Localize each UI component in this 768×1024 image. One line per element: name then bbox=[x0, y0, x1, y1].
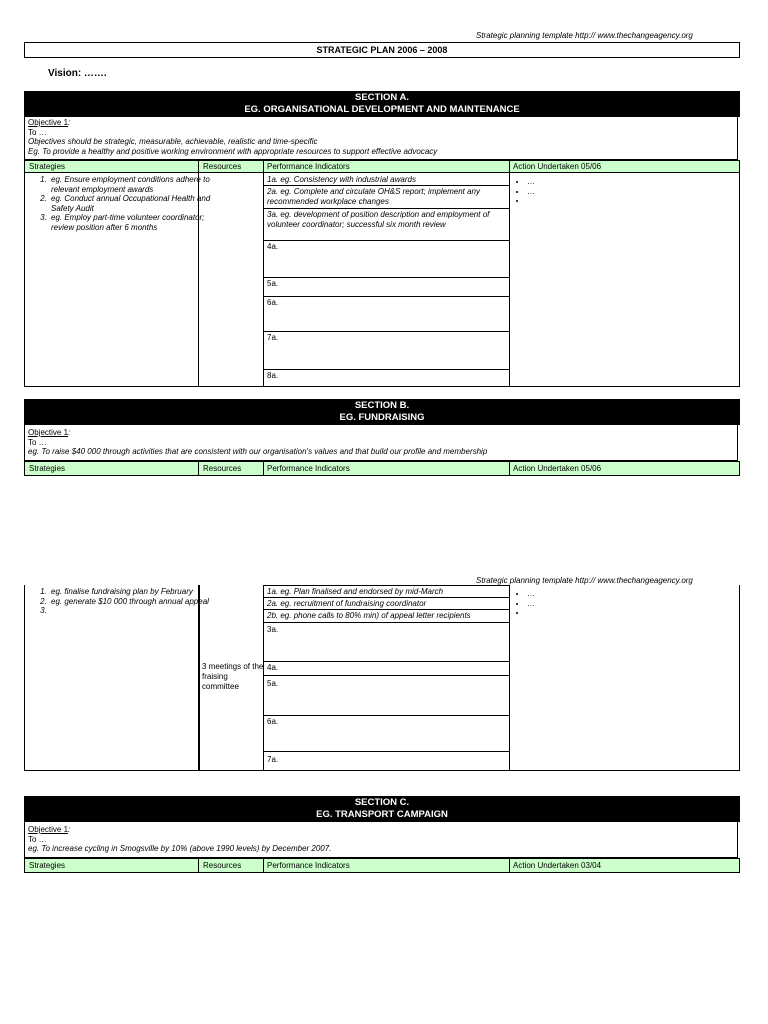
col-performance: Performance Indicators bbox=[267, 464, 350, 473]
section-c-objective: Objective 1: To … eg. To increase cycling in Smogsville by 10% (above 1990 levels) by December 2007. bbox=[24, 822, 738, 858]
objective-label: Objective 1 bbox=[28, 428, 69, 437]
template-source-note: Strategic planning template http:// www.thechangeagency.org bbox=[476, 31, 693, 40]
strategy-item bbox=[49, 606, 217, 616]
action-item: • … bbox=[527, 599, 535, 609]
action-item bbox=[527, 196, 535, 206]
col-resources: Resources bbox=[203, 464, 242, 473]
col-resources: Resources bbox=[203, 162, 242, 171]
objective-line: To … bbox=[28, 127, 47, 137]
indicator-5a: 5a. bbox=[267, 279, 279, 288]
section-a-label: SECTION A. bbox=[354, 92, 409, 103]
section-b-column-headers bbox=[24, 461, 740, 476]
strategy-item: 3. eg. Employ part-time volunteer coordinator; review position after 6 months bbox=[49, 213, 217, 232]
section-a-title: EG. ORGANISATIONAL DEVELOPMENT AND MAINTENANCE bbox=[244, 104, 520, 115]
objective-line: eg. To raise $40 000 through activities that are consistent with our organisation's values and that build our profile and membership bbox=[28, 447, 488, 457]
section-b-strategies bbox=[27, 587, 217, 616]
col-action: Action Undertaken 03/04 bbox=[513, 861, 602, 870]
col-performance: Performance Indicators bbox=[267, 162, 350, 171]
indicator-3a: 3a. eg. development of position description and employment of volunteer coordinator; successful six month review bbox=[267, 210, 490, 229]
strategy-item: 1. eg. Ensure employment conditions adhere to relevant employment awards bbox=[49, 175, 217, 194]
indicator-6a: 6a. bbox=[267, 298, 279, 307]
section-a-strategies bbox=[27, 175, 217, 232]
indicator-4a: 4a. bbox=[267, 242, 279, 251]
section-b-objective: Objective 1: To … eg. To raise $40 000 through activities that are consistent with our organisation's values and that build our profile and membership bbox=[24, 425, 738, 461]
strategy-item: 2. eg. Conduct annual Occupational Health and Safety Audit bbox=[49, 194, 217, 213]
indicator-8a: 8a. bbox=[267, 371, 279, 380]
section-b-header bbox=[24, 399, 740, 425]
col-action: Action Undertaken 05/06 bbox=[513, 162, 602, 171]
action-item: • … bbox=[527, 187, 535, 197]
objective-label: Objective 1 bbox=[28, 118, 69, 127]
objective-line: To … bbox=[28, 834, 47, 844]
col-performance: Performance Indicators bbox=[267, 861, 350, 870]
section-c-header bbox=[24, 796, 740, 822]
strategy-item: 1. eg. finalise fundraising plan by February bbox=[49, 587, 217, 597]
section-a-table bbox=[24, 172, 740, 387]
objective-line: Eg. To provide a healthy and positive working environment with appropriate resources to support effective advocacy bbox=[28, 146, 438, 156]
section-b-table bbox=[24, 585, 740, 771]
col-action: Action Undertaken 05/06 bbox=[513, 464, 602, 473]
col-strategies: Strategies bbox=[29, 861, 66, 870]
section-c-column-headers bbox=[24, 858, 740, 873]
section-b-actions bbox=[511, 589, 535, 618]
objective-line: Objectives should be strategic, measurable, achievable, realistic and time-specific bbox=[28, 137, 318, 147]
section-a-actions bbox=[511, 177, 535, 206]
section-b-label: SECTION B. bbox=[354, 400, 410, 411]
indicator-7a: 7a. bbox=[267, 755, 279, 764]
action-item: • … bbox=[527, 589, 535, 599]
vision-statement: Vision: ……. bbox=[48, 68, 107, 79]
objective-line: eg. To increase cycling in Smogsville by 10% (above 1990 levels) by December 2007. bbox=[28, 844, 332, 854]
section-a-objective: Objective 1: To … Objectives should be strategic, measurable, achievable, realistic and time-specific Eg. To provide a healthy and positive working environment with appropriate resources to support effective advocacy bbox=[24, 117, 738, 160]
section-a-header bbox=[24, 91, 740, 117]
indicator-3a: 3a. bbox=[267, 625, 279, 634]
template-source-note: Strategic planning template http:// www.thechangeagency.org bbox=[476, 576, 693, 585]
indicator-2a: 2a. eg. Complete and circulate OH&S report; implement any recommended workplace changes bbox=[267, 187, 480, 206]
indicator-7a: 7a. bbox=[267, 333, 279, 342]
indicator-5a: 5a. bbox=[267, 679, 279, 688]
plan-title: STRATEGIC PLAN 2006 – 2008 bbox=[24, 42, 740, 58]
indicator-4a: 4a. bbox=[267, 663, 279, 672]
indicator-2a: 2a. eg. recruitment of fundraising coordinator bbox=[267, 599, 427, 608]
col-resources: Resources bbox=[203, 861, 242, 870]
col-strategies: Strategies bbox=[29, 464, 66, 473]
section-b-resources: 3 meetings of the fraising committee bbox=[202, 662, 264, 691]
col-strategies: Strategies bbox=[29, 162, 66, 171]
indicator-2b: 2b. eg. phone calls to 80% min) of appeal letter recipients bbox=[267, 611, 471, 620]
indicator-1a: 1a. eg. Plan finalised and endorsed by mid-March bbox=[267, 587, 444, 596]
strategy-item: 2. eg. generate $10 000 through annual appeal bbox=[49, 597, 217, 607]
indicator-1a: 1a. eg. Consistency with industrial awards bbox=[267, 175, 416, 184]
section-b-title: EG. FUNDRAISING bbox=[339, 412, 425, 423]
objective-label: Objective 1 bbox=[28, 825, 69, 834]
section-c-title: EG. TRANSPORT CAMPAIGN bbox=[316, 809, 448, 820]
indicator-6a: 6a. bbox=[267, 717, 279, 726]
objective-line: To … bbox=[28, 437, 47, 447]
action-item bbox=[527, 608, 535, 618]
action-item: • … bbox=[527, 177, 535, 187]
section-c-label: SECTION C. bbox=[354, 797, 410, 808]
